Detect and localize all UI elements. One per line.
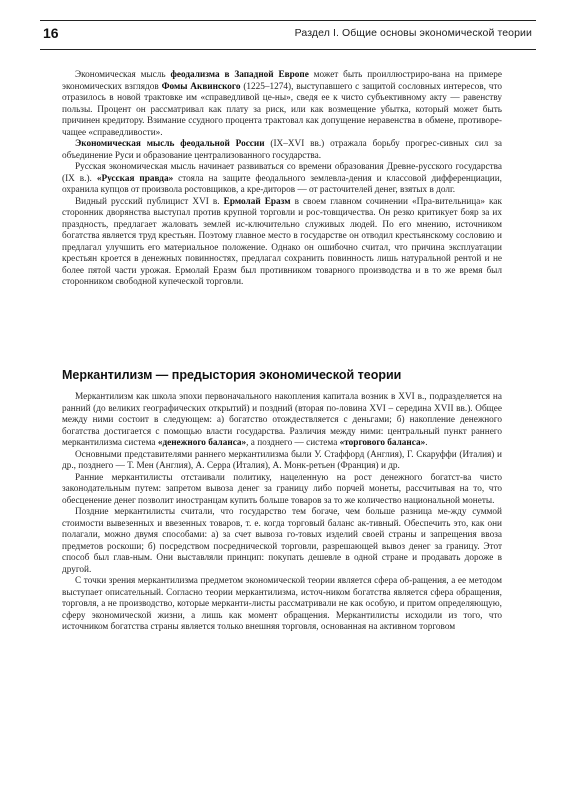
bold-term: Фомы Аквинского: [161, 81, 241, 92]
paragraph: Экономическая мысль феодализма в Западной Европе может быть проиллюстриро-вана на примере экономических взглядов Фомы Аквинского (1225–1274), выступавшего с защитой сословных интересов, что отразилось в новой трактовке им «справедливой це-ны», сведя ее к чисто субъективному акту — равенству пользы. Процент он рассматривал как плату за риск, или как возмещение убытка, который может быть причинен кредитору. Взимание ссудного процента трактовал как допущение неравенства в обмене, противоре-чащее «справедливости».: [62, 70, 502, 138]
section-mercantilism: [62, 392, 502, 634]
paragraph: Экономическая мысль феодальной России (IX–XVI вв.) отражала борьбу прогрес-сивных сил за объединение Руси и образование централизованного государства.: [62, 139, 502, 161]
section-heading: Меркантилизм — предыстория экономической теории: [62, 368, 402, 382]
bold-term: «Русская правда»: [96, 173, 174, 184]
paragraph: Основными представителями раннего меркантилизма были У. Стаффорд (Англия), Г. Скаруффи (Италия) и др., позднего — Т. Мен (Англия), А. Серра (Италия), А. Монк-ретьен (Франция) и др.: [62, 449, 502, 471]
paragraph: Видный русский публицист XVI в. Ермолай Еразм в своем главном сочинении «Пра-вительница» как сторонник дворянства выступал против крупной торговли и рос-товщичества. Он резко критикует бояр за их праздность, предлагает жаловать землей ис-ключительно служивых людей. По его мнению, источником богатства является труд крестьян. Поэтому главное место в государстве он отводил крестьянскому сословию и предлагал улучшить его материальное положение. Однако он ошибочно считал, что причина эксплуатации крестьян кроется в денежных повинностях, предлагал сохранить повинность лишь натуральной рентой и не более пятой части урожая. Ермолай Еразм был противником товарного производства и в то же время был сторонником свободной купеческой торговли.: [62, 196, 503, 287]
paragraph: Меркантилизм как школа эпохи первоначального накопления капитала возник в XVI в., подразделяется на ранний (до великих географических открытий) и поздний (вторая по-ловина XVI – середина XVII вв.). Общее между ними состоит в следующем: а) богатство отождествляется с деньгами; б) накопление денежного богатства достигается с помощью власти государства. Различия между ними: центральный пункт раннего меркантилизма система «денежного баланса», а позднего — система «торгового баланса».: [62, 392, 502, 448]
running-header: [40, 20, 536, 50]
paragraph: Поздние меркантилисты считали, что государство тем богаче, чем больше разница ме-жду суммой стоимости вывезенных и ввезенных товаров, т. е. когда торговый баланс ак-тивный. Обеспечить это, как они полагали, можно двумя способами: а) за счет вывоза го-товых изделий своей страны и запрещения ввоза предметов роскоши; б) посредством посреднической торговли, разрешающей вывоз денег за границу. Этот способ был глав-ным. Они выставляли принцип: покупать дешевле в одной стране и продавать дороже в другой.: [62, 507, 502, 575]
paragraph: Русская экономическая мысль начинает развиваться со времени образования Древне-русского государства (IX в.). «Русская правда» стояла на защите феодального землевла-дения и классовой дифференциации, охранила купцов от произвола ростовщиков, а кре-диторов — от расточителей денег, взятых в долг.: [62, 162, 502, 195]
bold-term: феодализма в Западной Европе: [170, 70, 309, 80]
bold-term: «денежного баланса»: [157, 438, 247, 448]
paragraph: С точки зрения меркантилизма предметом экономической теории является сфера об-ращения, а ее методом выступает описательный. Согласно теории меркантилизма, источ-ником богатства является сфера обращения, торговля, а не производство, которые мерканти-листы рассматривали не как особую, и притом определяющую, сферу экономической жизни, а лишь как момент обращения. Меркантилисты исходили из того, что источником богатства страны является только внешняя торговля, основанная на активном торговом: [62, 576, 502, 632]
running-head-title: Раздел I. Общие основы экономической теории: [294, 27, 532, 39]
bold-term: Ермолай Еразм: [223, 196, 291, 207]
section-feudal-thought: [62, 70, 502, 289]
bold-term: «торгового баланса»: [339, 438, 426, 448]
paragraph: Ранние меркантилисты отстаивали политику, нацеленную на рост денежного богатст-ва чисто законодательным путем: запретом вывоза денег за границу либо порчей монеты, рассчитывая на то, что обесценение денег позволит иностранцам купить больше товаров за то же количество национальной монеты.: [62, 472, 502, 506]
bold-term: Экономическая мысль феодальной России: [75, 139, 265, 149]
page-number: 16: [43, 25, 59, 41]
